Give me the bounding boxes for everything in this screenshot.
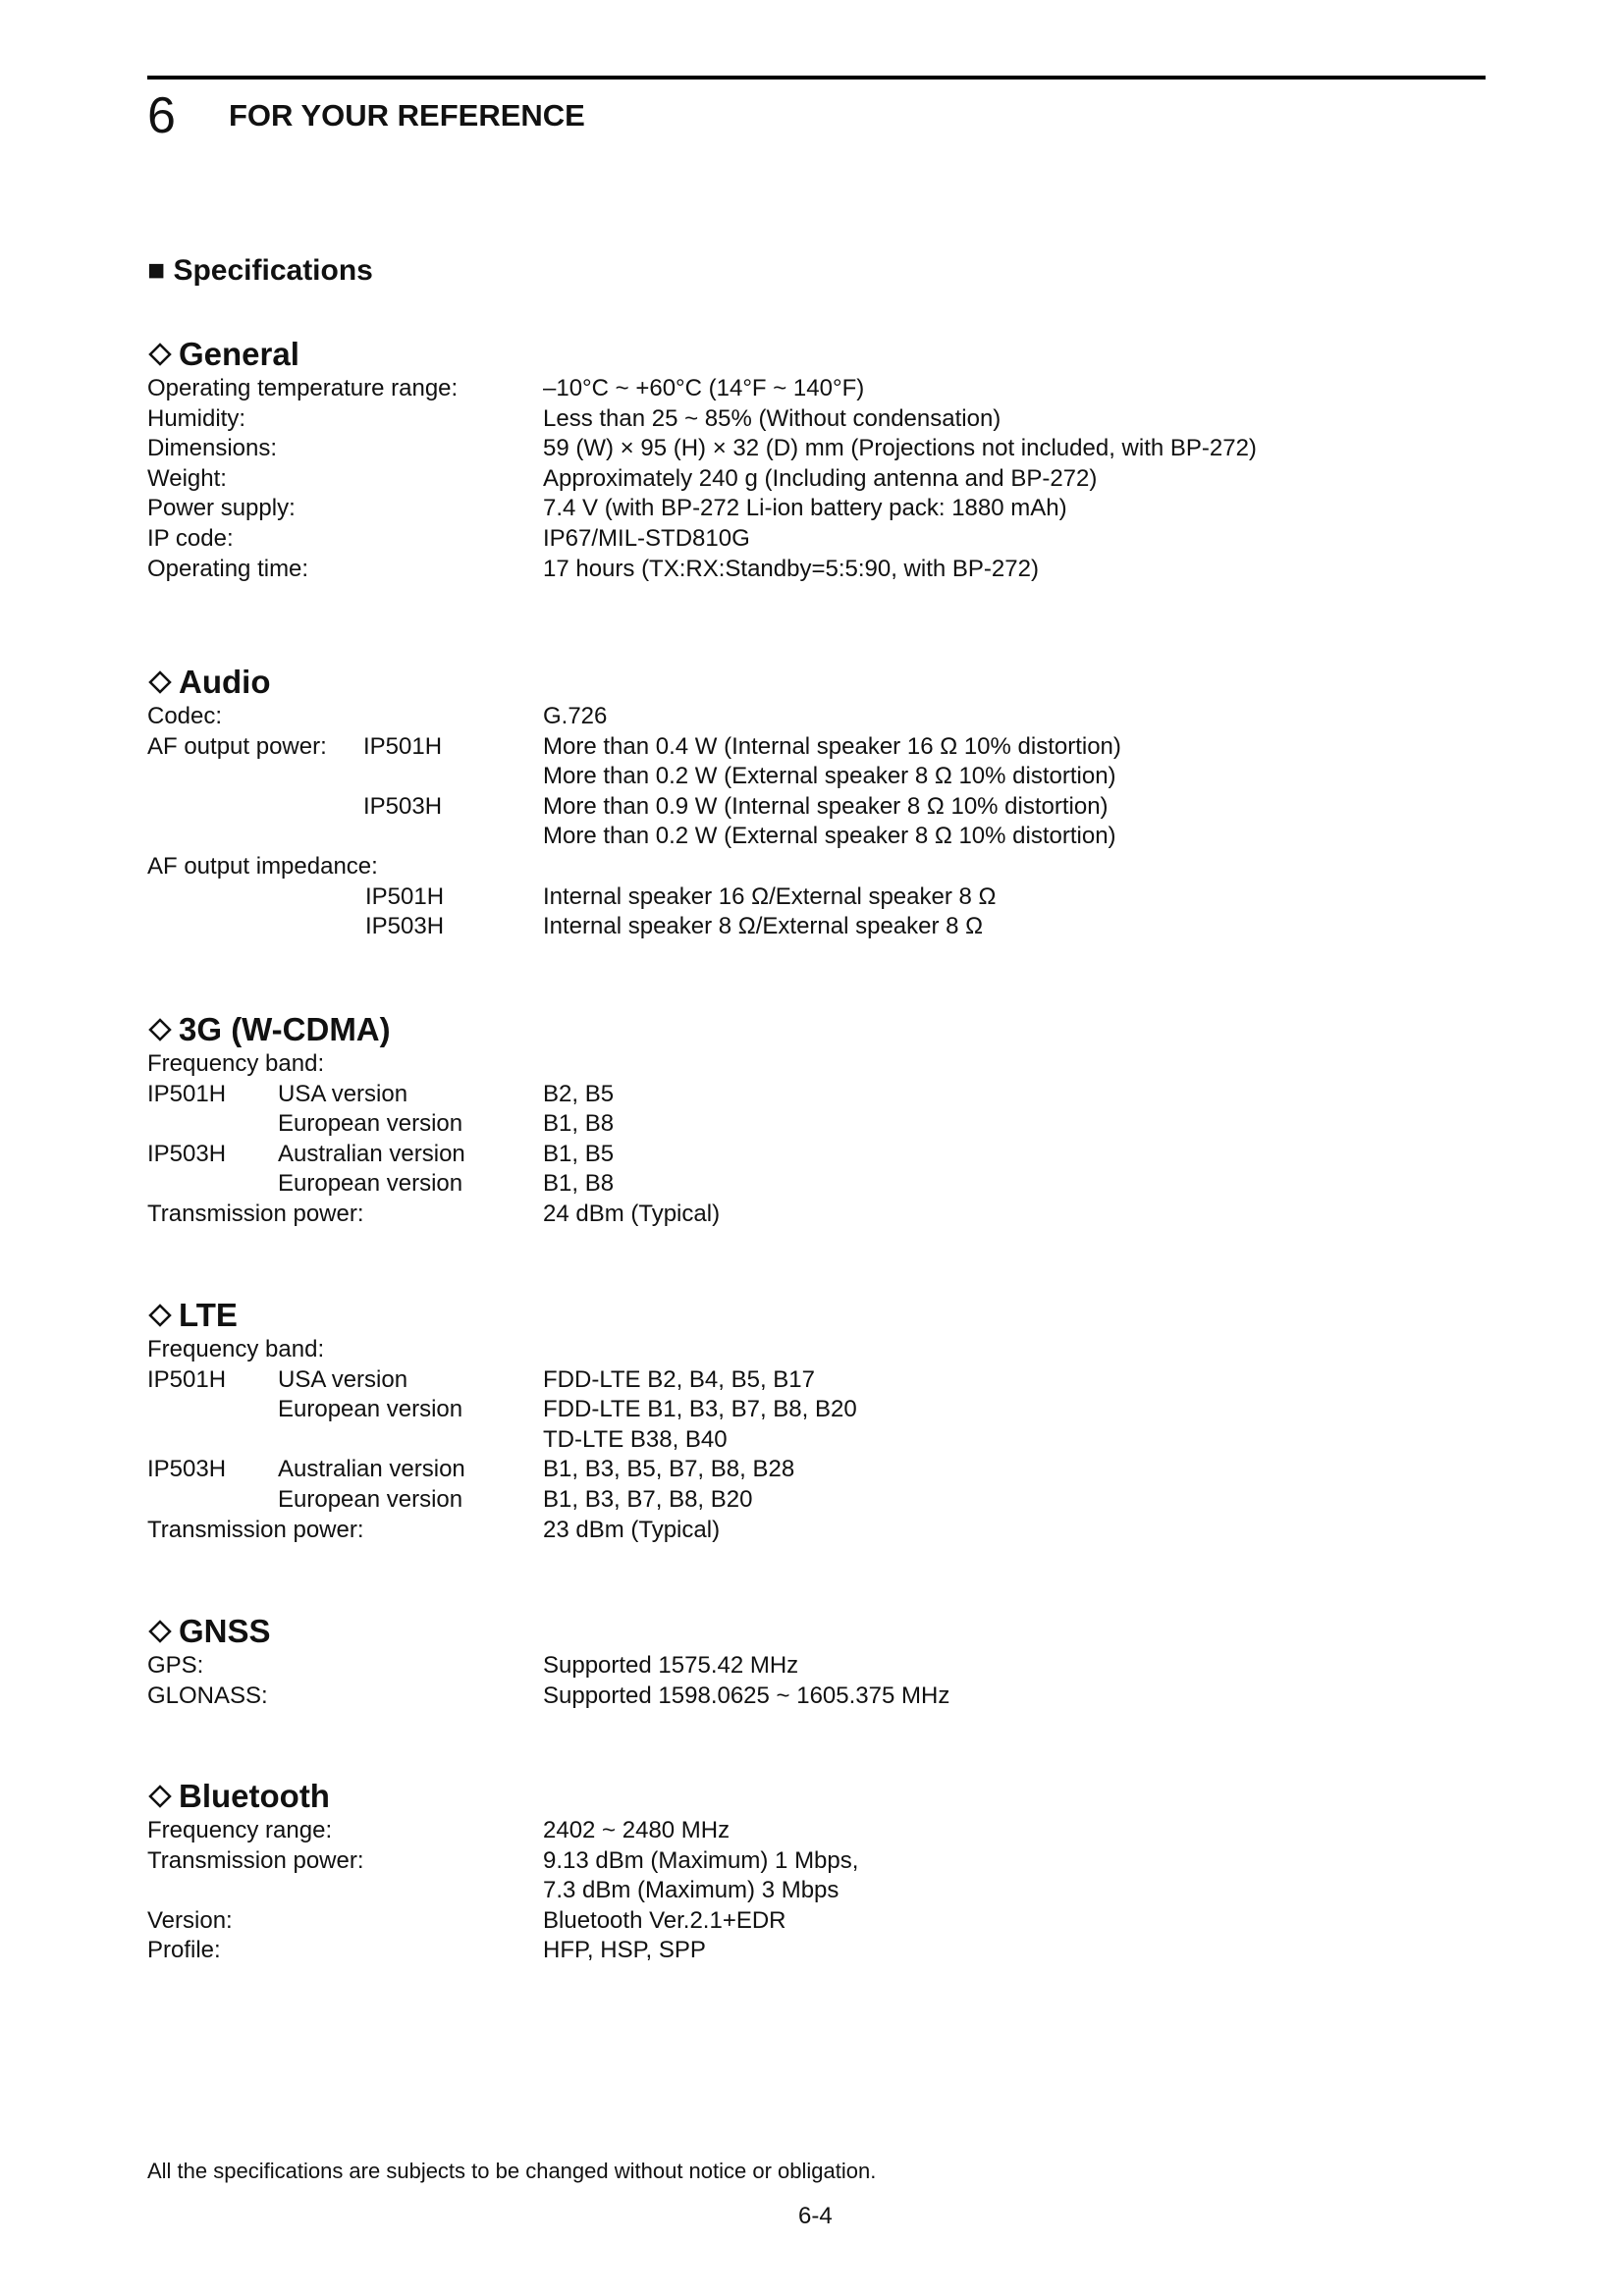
gnss-title: GNSS: [147, 1612, 1486, 1651]
spec-row-af-power-ip503h: IP503H More than 0.9 W (Internal speaker 8 Ω 10% distortion): [363, 792, 1109, 820]
diamond-icon: [147, 1784, 173, 1809]
spec-row-wcdma-ip501h-usa: IP501H USA version B2, B5: [147, 1080, 615, 1107]
spec-row-weight: Weight: Approximately 240 g (Including antenna and BP-272): [147, 464, 1098, 492]
spec-row-bt-profile: Profile: HFP, HSP, SPP: [147, 1937, 706, 1964]
spec-row-gps: GPS: Supported 1575.42 MHz: [147, 1652, 799, 1679]
spec-row-humidity: Humidity: Less than 25 ~ 85% (Without condensation): [147, 404, 1001, 432]
spec-row-power-supply: Power supply: 7.4 V (with BP-272 Li-ion battery pack: 1880 mAh): [147, 495, 1067, 522]
spec-row-lte-ip503h-eu: European version B1, B3, B7, B8, B20: [278, 1485, 753, 1513]
spec-row-bt-tx-power: Transmission power: 9.13 dBm (Maximum) 1 Mbps,: [147, 1846, 859, 1874]
lte-title: LTE: [147, 1296, 1486, 1335]
spec-row-lte-frequency: Frequency band:: [147, 1336, 325, 1362]
spec-row-lte-ip501h-eu: European version FDD-LTE B1, B3, B7, B8, B20: [278, 1396, 857, 1423]
footer-note: All the specifications are subjects to be changed without notice or obligation.: [147, 2159, 877, 2183]
audio-section: [147, 663, 1486, 942]
spec-row-lte-ip501h-eu-td: TD-LTE B38, B40: [543, 1425, 728, 1453]
spec-row-codec: Codec: G.726: [147, 703, 608, 729]
bluetooth-section: [147, 1777, 1486, 1966]
spec-row-af-power-ip503h-ext: More than 0.2 W (External speaker 8 Ω 10% distortion): [543, 823, 1116, 850]
wcdma-section: [147, 1010, 1486, 1230]
spec-row-wcdma-ip503h-au: IP503H Australian version B1, B5: [147, 1140, 615, 1167]
lte-section: [147, 1296, 1486, 1545]
spec-row-operating-time: Operating time: 17 hours (TX:RX:Standby=5:5:90, with BP-272): [147, 555, 1039, 582]
diamond-icon: [147, 669, 173, 695]
diamond-icon: [147, 1303, 173, 1328]
spec-row-dimensions: Dimensions: 59 (W) × 95 (H) × 32 (D) mm (Projections not included, with BP-272): [147, 435, 1257, 462]
wcdma-title: 3G (W-CDMA): [147, 1010, 1486, 1049]
spec-row-lte-tx-power: Transmission power: 23 dBm (Typical): [147, 1516, 721, 1543]
spec-row-bt-frequency: Frequency range: 2402 ~ 2480 MHz: [147, 1817, 731, 1843]
chapter-title: FOR YOUR REFERENCE: [229, 98, 585, 133]
spec-row-wcdma-ip501h-eu: European version B1, B8: [278, 1110, 615, 1138]
spec-row-af-impedance-ip503h: IP503H Internal speaker 8 Ω/External speaker 8 Ω: [365, 913, 984, 940]
spec-row-wcdma-ip503h-eu: European version B1, B8: [278, 1170, 615, 1198]
diamond-icon: [147, 1017, 173, 1042]
general-title: General: [147, 335, 1486, 374]
spec-row-lte-ip503h-au: IP503H Australian version B1, B3, B5, B7, B8, B28: [147, 1456, 795, 1483]
header-rule: [147, 76, 1486, 80]
spec-row-af-power-ip501h: AF output power: IP501H More than 0.4 W (Internal speaker 16 Ω 10% distortion): [147, 732, 1121, 760]
spec-row-ip-code: IP code: IP67/MIL-STD810G: [147, 524, 750, 552]
audio-title: Audio: [147, 663, 1486, 702]
spec-row-wcdma-frequency: Frequency band:: [147, 1050, 325, 1077]
spec-row-af-impedance: AF output impedance:: [147, 852, 378, 880]
spec-row-af-impedance-ip501h: IP501H Internal speaker 16 Ω/External speaker 8 Ω: [365, 882, 997, 910]
bluetooth-title: Bluetooth: [147, 1777, 1486, 1816]
diamond-icon: [147, 1619, 173, 1644]
spec-row-temperature: Operating temperature range: –10°C ~ +60°C (14°F ~ 140°F): [147, 375, 865, 401]
spec-row-bt-version: Version: Bluetooth Ver.2.1+EDR: [147, 1906, 786, 1934]
spec-row-af-power-ip501h-ext: More than 0.2 W (External speaker 8 Ω 10% distortion): [543, 763, 1116, 790]
chapter-number: 6: [147, 87, 176, 144]
specifications-heading: ■ Specifications: [147, 254, 373, 287]
diamond-icon: [147, 342, 173, 367]
spec-row-wcdma-tx-power: Transmission power: 24 dBm (Typical): [147, 1200, 721, 1227]
gnss-section: [147, 1612, 1486, 1711]
spec-row-glonass: GLONASS: Supported 1598.0625 ~ 1605.375 MHz: [147, 1682, 950, 1709]
general-section: [147, 335, 1486, 584]
page-number: 6-4: [798, 2203, 833, 2229]
spec-row-bt-tx-power-2: 7.3 dBm (Maximum) 3 Mbps: [543, 1877, 839, 1904]
spec-row-lte-ip501h-usa: IP501H USA version FDD-LTE B2, B4, B5, B17: [147, 1365, 815, 1393]
